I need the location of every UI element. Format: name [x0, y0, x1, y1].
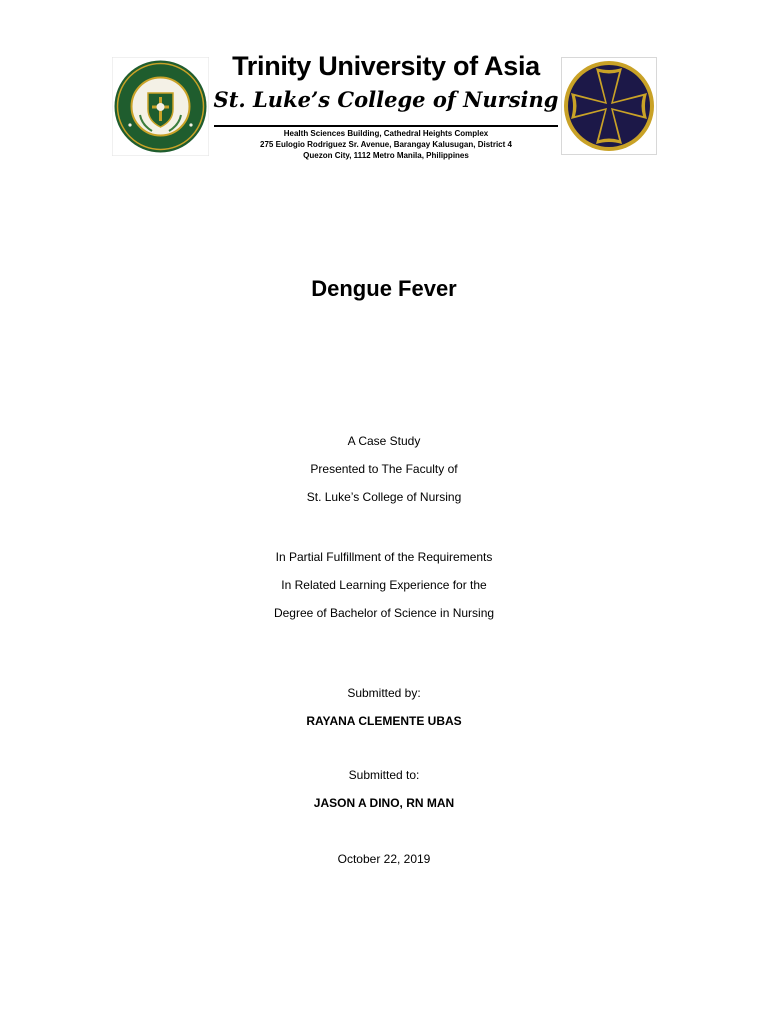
document-title: Dengue Fever [311, 276, 457, 301]
address-line-2: 275 Eulogio Rodriguez Sr. Avenue, Barangay Kalusugan, District 4 [260, 140, 512, 149]
degree-line: Degree of Bachelor of Science in Nursing [273, 606, 495, 620]
submitted-by-label: Submitted by: [347, 686, 421, 700]
university-name: Trinity University of Asia [232, 51, 540, 81]
cross-emblem-icon [561, 57, 657, 155]
submitted-to-label: Submitted to: [348, 768, 420, 782]
college-name: St. Luke’s College of Nursing [213, 87, 559, 112]
fulfillment-line: In Partial Fulfillment of the Requirements [275, 550, 493, 564]
university-seal-icon [112, 57, 209, 156]
presented-to-line: Presented to The Faculty of [310, 462, 458, 476]
case-study-line: A Case Study [347, 434, 421, 448]
letterhead [112, 51, 657, 160]
submitted-by-name: RAYANA CLEMENTE UBAS [306, 714, 462, 728]
college-line: St. Luke’s College of Nursing [306, 490, 462, 504]
related-learning-line: In Related Learning Experience for the [281, 578, 487, 592]
submission-date: October 22, 2019 [337, 852, 431, 866]
submitted-to-name: JASON A DINO, RN MAN [313, 796, 455, 810]
address-line-3: Quezon City, 1112 Metro Manila, Philippines [303, 151, 469, 160]
header-divider [214, 125, 558, 127]
address-line-1: Health Sciences Building, Cathedral Heights Complex [283, 129, 489, 138]
